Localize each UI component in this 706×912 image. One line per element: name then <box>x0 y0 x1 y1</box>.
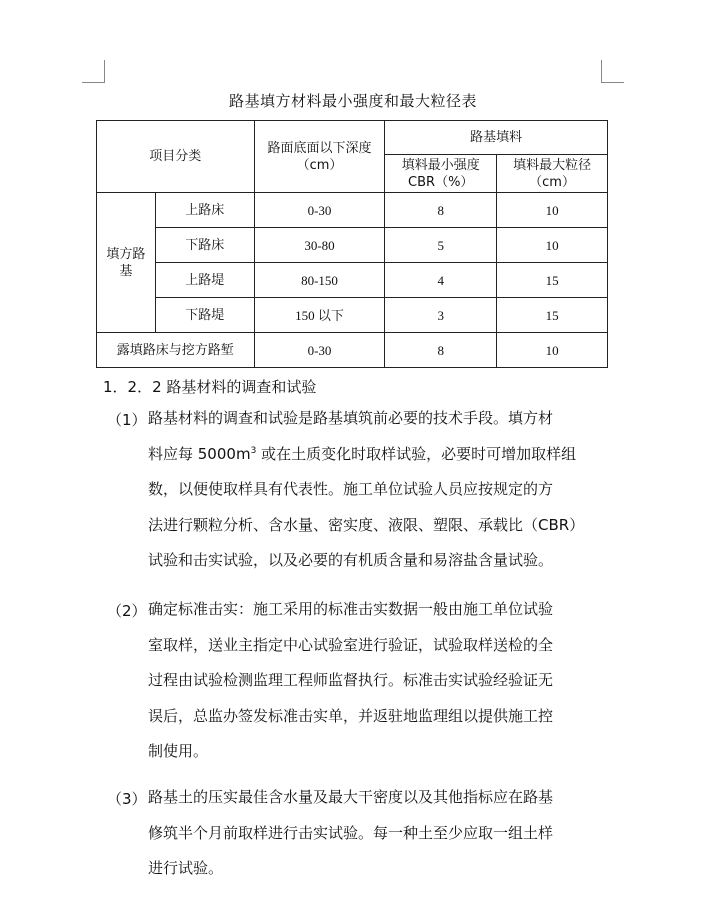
row-size: 10 <box>497 228 608 263</box>
table-title: 路基填方材料最小强度和最大粒径表 <box>228 92 477 110</box>
row-size: 15 <box>497 263 608 298</box>
row-depth: 0-30 <box>254 333 385 368</box>
paragraph-body: 路基土的压实最佳含水量及最大干密度以及其他指标应在路基 修筑半个月前取样进行击实试验。每一种土至少应取一组土样 进行试验。 <box>148 788 554 877</box>
paragraph-body: 路基材料的调查和试验是路基填筑前必要的技术手段。填方材 料应每 $5000m^3$ 或在土质变化时取样试验，必要时可增加取样组 数，以便使取样具有代表性。施工单位试验人员应按规定的方 法进行颗粒分析、含水量、密实度、液限、塑限、承载比（CBR） 试验和击实试验，以及必要的有机质含量和易溶盐含量试验。 <box>148 409 585 569</box>
table-row <box>97 228 608 263</box>
row-size: 10 <box>497 193 608 228</box>
header-max-size: 填料最大粒径 （cm） <box>497 155 608 193</box>
fill-material-table <box>96 120 608 368</box>
header-depth: 路面底面以下深度 （cm） <box>254 121 385 193</box>
header-min-strength: 填料最小强度 CBR（%） <box>385 155 497 193</box>
row-name: 下路床 <box>155 228 254 263</box>
row-size: 15 <box>497 298 608 333</box>
row-name: 下路堤 <box>155 298 254 333</box>
paragraph-number: （3） <box>107 790 147 808</box>
row-cbr: 4 <box>385 263 497 298</box>
paragraph-body: 确定标准击实：施工采用的标准击实数据一般由施工单位试验 室取样，送业主指定中心试验室进行验证，试验取样送检的全 过程由试验检测监理工程师监督执行。标准击实试验经验证无 误后，总监办签发标准击实单，并返驻地监理组以提供施工控 制使用。 <box>148 600 554 760</box>
header-fill-group: 路基填料 <box>385 121 608 155</box>
row-name: 上路床 <box>155 193 254 228</box>
paragraph-number: （2） <box>107 602 147 620</box>
row-depth: 150 以下 <box>254 298 385 333</box>
row-depth: 30-80 <box>254 228 385 263</box>
row-depth: 80-150 <box>254 263 385 298</box>
page-corner-mark-top-right <box>601 60 624 83</box>
section-heading: 1．2．2 路基材料的调查和试验 <box>103 378 317 396</box>
page-corner-mark-top-left <box>82 60 105 83</box>
group-label: 填方路 基 <box>97 193 156 333</box>
row-cbr: 5 <box>385 228 497 263</box>
row-cbr: 3 <box>385 298 497 333</box>
row-depth: 0-30 <box>254 193 385 228</box>
row-name: 上路堤 <box>155 263 254 298</box>
row-cbr: 8 <box>385 193 497 228</box>
row-cbr: 8 <box>385 333 497 368</box>
table-row <box>97 298 608 333</box>
table-row <box>97 333 608 368</box>
row-name: 露填路床与挖方路堑 <box>97 333 255 368</box>
table-row <box>97 193 608 228</box>
header-category: 项目分类 <box>97 121 255 193</box>
paragraph-number: （1） <box>107 411 147 429</box>
table-row <box>97 263 608 298</box>
row-size: 10 <box>497 333 608 368</box>
